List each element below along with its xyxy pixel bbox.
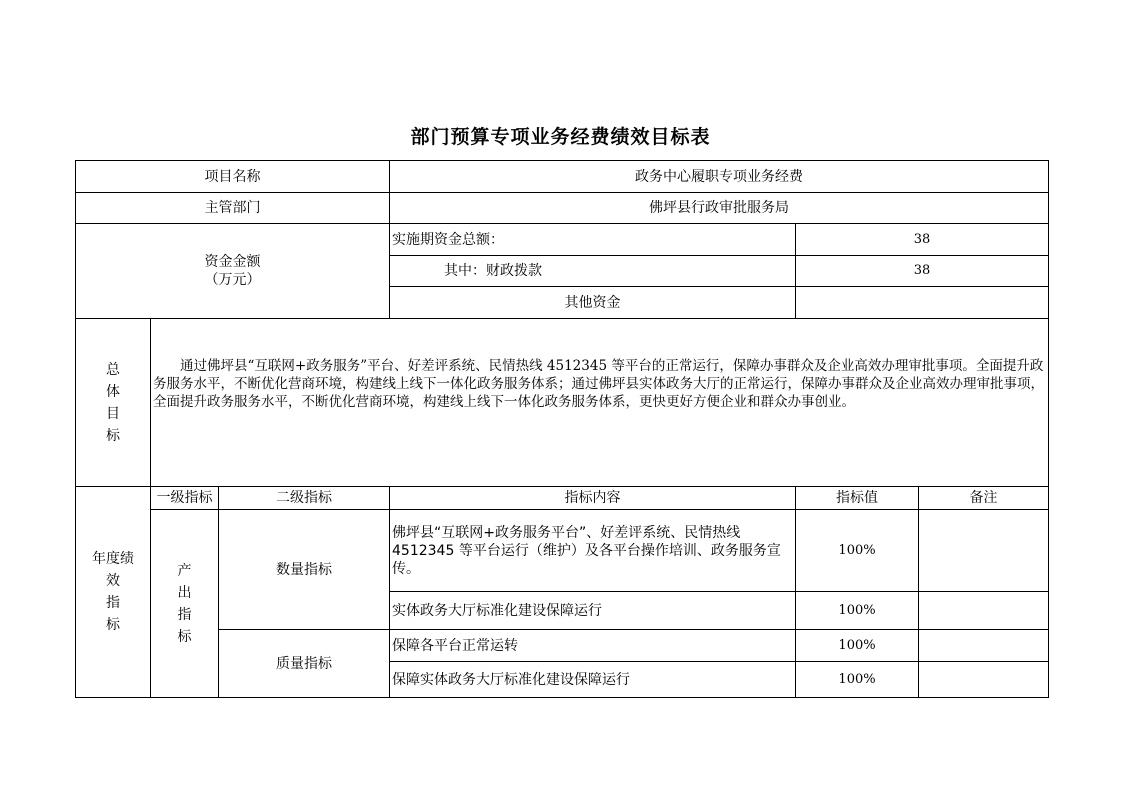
indicator-note [919,592,1049,630]
indicator-header-row [76,487,1049,510]
level1-char: 出 [177,584,192,601]
funds-row-total [76,224,1049,256]
funds-other-label: 其他资金 [390,287,796,319]
indicator-section-label-line: 指 [106,595,120,611]
indicator-note [919,630,1049,662]
table-row [76,630,1049,662]
indicator-note [919,662,1049,698]
table-row [76,510,1049,592]
funds-fiscal-label-text: 其中：财政拨款 [444,263,543,279]
indicator-content: 保障实体政务大厅标准化建设保障运行 [390,662,796,698]
indicator-section-label-line: 标 [106,617,120,633]
project-label: 项目名称 [76,161,390,193]
department-label: 主管部门 [76,193,390,224]
project-row [76,161,1049,193]
indicator-value: 100% [796,592,919,630]
goal-text: 通过佛坪县“互联网+政务服务”平台、好差评系统、民情热线 4512345 等平台的正常运行，保障办事群众及企业高效办理审批事项。全面提升政务服务水平，不断优化营商环境，构建线上线下一体化政务服务体系；通过佛坪县实体政务大厅的正常运行，保障办事群众及企业高效办理审批事项，全面提升政务服务水平，不断优化营商环境，构建线上线下一体化政务服务体系，更快更好方便企业和群众办事创业。 [151,319,1049,487]
funds-other-value [796,287,1049,319]
level1-char: 指 [177,606,192,623]
department-value: 佛坪县行政审批服务局 [390,193,1049,224]
funds-total-label: 实施期资金总额： [390,224,796,256]
indicator-value: 100% [796,662,919,698]
indicator-content: 实体政务大厅标准化建设保障运行 [390,592,796,630]
header-content: 指标内容 [390,487,796,510]
level2-quantity: 数量指标 [219,510,390,630]
indicator-content: 保障各平台正常运转 [390,630,796,662]
header-value: 指标值 [796,487,919,510]
performance-goal-table [75,160,1049,698]
header-level2: 二级指标 [219,487,390,510]
page-title: 部门预算专项业务经费绩效目标表 [410,126,711,148]
goal-row [76,319,1049,487]
level1-output-label [151,510,219,698]
indicator-content: 佛坪县“互联网+政务服务平台”、好差评系统、民情热线4512345 等平台运行（维护）及各平台操作培训、政务服务宣传。 [390,510,796,592]
goal-label [76,319,151,487]
indicator-value: 100% [796,630,919,662]
indicator-section-label-line: 年度绩 [92,551,134,567]
level1-char: 产 [177,562,192,579]
indicator-note [919,510,1049,592]
funds-fiscal-label [390,256,796,287]
funds-label-line1: 资金金额 [204,254,261,270]
level1-char: 标 [177,628,192,645]
funds-total-value: 38 [796,224,1049,256]
header-level1: 一级指标 [151,487,219,510]
goal-label-char: 体 [106,383,120,400]
indicator-value: 100% [796,510,919,592]
header-note: 备注 [919,487,1049,510]
goal-label-char: 目 [106,405,120,422]
indicator-section-label-line: 效 [106,573,120,589]
project-value: 政务中心履职专项业务经费 [390,161,1049,193]
goal-label-char: 总 [106,361,120,378]
goal-label-char: 标 [106,427,120,444]
funds-label [76,224,390,319]
level2-quality: 质量指标 [219,630,390,698]
indicator-section-label [76,487,151,698]
funds-label-line2: （万元） [204,272,261,288]
funds-fiscal-value: 38 [796,256,1049,287]
department-row [76,193,1049,224]
